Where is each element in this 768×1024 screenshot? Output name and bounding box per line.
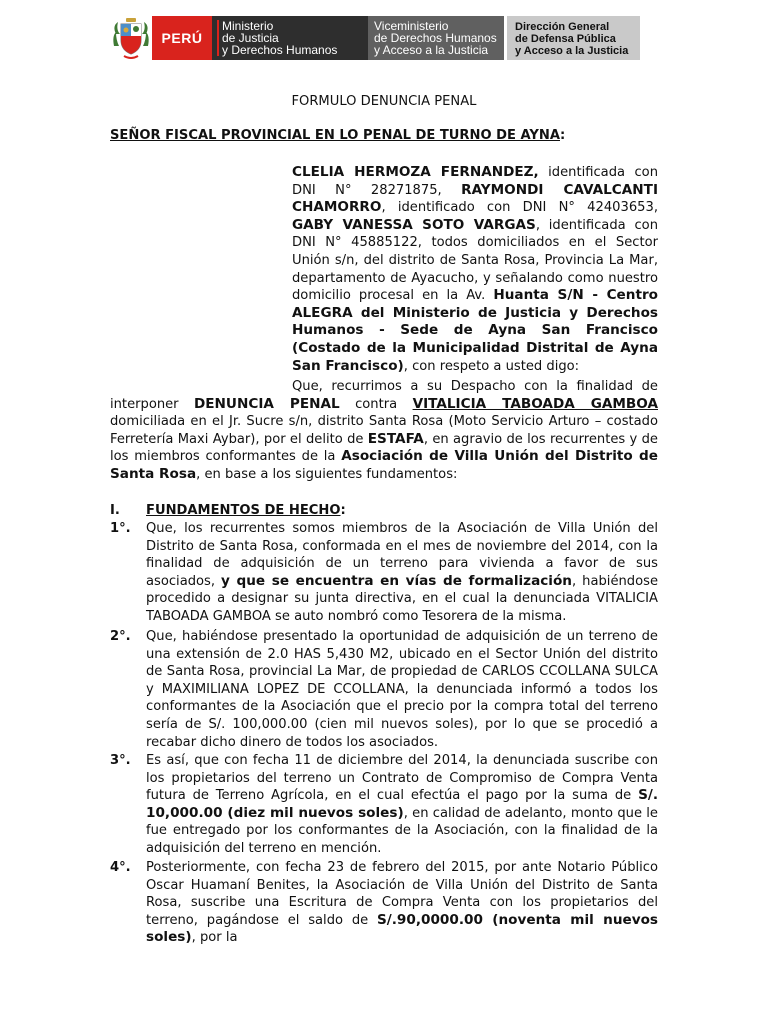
fact-text-run: Que, habiéndose presentado la oportunidad de adquisición de un terreno de una extensión de 2.0 HAS 5,430 M2, ubicado en el Sector Unión del distrito de Santa Rosa, provincial La Mar, de propiedad de CARLOS CCOLLANA SULCA y MAXIMILIANA LOPEZ DE CCOLLANA, la denunciada informó a todos los conformantes de la Asociación que el precio por la compra total del terreno sería de S/. 100,000.00 (cien mil nuevos soles), por lo que se procedió a recabar dicho dinero de todos los asociados. bbox=[146, 629, 658, 750]
que-text: , en base a los siguientes fundamentos: bbox=[196, 466, 458, 482]
fact-text-run: , habiéndose procedido a designar su junta directiva, en el cual la denunciada VITALICIA TABOADA GAMBOA se auto nombró como Tesorera de la misma. bbox=[146, 573, 658, 624]
ministerio-box bbox=[212, 16, 368, 60]
complaint-paragraph bbox=[110, 378, 658, 484]
section-colon: : bbox=[340, 503, 346, 518]
intro-text: identificada con DNI N° 28271875, bbox=[292, 165, 658, 198]
fact-text bbox=[146, 520, 658, 626]
fact-text-bold: y que se encuentra en vías de formalización bbox=[221, 572, 572, 589]
addressee-colon: : bbox=[560, 128, 566, 143]
crime-name: ESTAFA bbox=[367, 430, 424, 447]
ministerio-line: de Justicia bbox=[222, 31, 279, 45]
ministerio-separator bbox=[217, 20, 219, 56]
association-name: Asociación de Villa Unión del Distrito de Santa Rosa bbox=[110, 448, 658, 482]
complaint-type: DENUNCIA PENAL bbox=[193, 395, 340, 412]
ministerio-line: Ministerio bbox=[222, 19, 274, 33]
que-text: Que, recurrimos a su Despacho con la finalidad de interponer bbox=[110, 379, 658, 412]
fact-text-run: , por la bbox=[191, 930, 238, 946]
peru-label: PERÚ bbox=[152, 16, 212, 60]
addressee bbox=[110, 127, 565, 145]
complainant-name: GABY VANESSA SOTO VARGAS bbox=[292, 216, 536, 233]
fact-text-run: Es así, que con fecha 11 de diciembre del 2014, la denunciada suscribe con los propietarios del terreno un Contrato de Compromiso de Compra Venta futura de Terreno Agrícola, en el cual efectúa el pago por la suma de bbox=[146, 753, 658, 804]
fact-text-run: Posteriormente, con fecha 23 de febrero del 2015, por ante Notario Público Oscar Huamaní Benites, la Asociación de Villa Unión del Distrito de Santa Rosa, suscribe una Escritura de Compra Venta con los propietarios del terreno, pagándose el saldo de bbox=[146, 860, 658, 928]
viceministerio-line: y Acceso a la Justicia bbox=[374, 43, 489, 57]
peru-coat-of-arms-icon bbox=[110, 16, 152, 60]
fact-number: 1°. bbox=[110, 521, 131, 536]
section-number: I. bbox=[110, 503, 120, 518]
fact-text bbox=[146, 628, 658, 751]
complainant-name: CLELIA HERMOZA FERNANDEZ, bbox=[292, 164, 539, 180]
viceministerio-line: de Derechos Humanos bbox=[374, 31, 497, 45]
document-title: FORMULO DENUNCIA PENAL bbox=[291, 94, 477, 109]
intro-text: , con respeto a usted digo: bbox=[403, 358, 580, 374]
addressee-text: SEÑOR FISCAL PROVINCIAL EN LO PENAL DE TURNO DE AYNA bbox=[110, 128, 560, 143]
que-text: , en agravio de los recurrentes y de los miembros conformantes de la bbox=[110, 431, 658, 465]
fact-text-bold: S/. 10,000.00 (diez mil nuevos soles) bbox=[146, 787, 658, 821]
direccion-box bbox=[507, 16, 640, 60]
fact-text bbox=[146, 752, 658, 858]
defendant-name: VITALICIA TABOADA GAMBOA bbox=[412, 395, 659, 412]
section-label bbox=[146, 502, 346, 520]
fact-text-bold: S/.90,0000.00 (noventa mil nuevos soles) bbox=[146, 911, 659, 946]
complainant-name: RAYMONDI CAVALCANTI CHAMORRO bbox=[292, 181, 658, 216]
direccion-line: de Defensa Pública bbox=[515, 33, 616, 45]
fact-text-run: , en calidad de adelanto, monto que le fue entregado por los conformantes de la Asociación, con la finalidad de la adquisición del terreno en mención. bbox=[146, 805, 658, 856]
intro-text: , identificada con DNI N° 45885122, todos domiciliados en el Sector Unión s/n, del distrito de Santa Rosa, Provincia La Mar, departamento de Ayacucho, y señalando como nuestro domicilio procesal en la Av. bbox=[292, 217, 658, 304]
fact-text-run: Que, los recurrentes somos miembros de la Asociación de Villa Unión del Distrito de Santa Rosa, conformada en el mes de noviembre del 2014, con la finalidad de adquisición de un terreno para vivienda a favor de sus asociados, bbox=[146, 521, 658, 589]
section-label-text: FUNDAMENTOS DE HECHO bbox=[146, 503, 341, 518]
institutional-banner bbox=[110, 16, 640, 60]
fact-number: 3°. bbox=[110, 753, 131, 768]
fact-text bbox=[146, 859, 658, 947]
procedural-address: Huanta S/N - Centro ALEGRA del Ministerio de Justicia y Derechos Humanos - Sede de Ayna San Francisco (Costado de la Municipalidad Distrital de Ayna San Francisco) bbox=[292, 287, 658, 374]
viceministerio-line: Viceministerio bbox=[374, 19, 449, 33]
que-text: domiciliada en el Jr. Sucre s/n, distrito Santa Rosa (Moto Servicio Arturo – costado Ferretería Maxi Aybar), por el delito de bbox=[110, 414, 658, 447]
fact-number: 4°. bbox=[110, 860, 131, 875]
fact-number: 2°. bbox=[110, 629, 131, 644]
intro-text: , identificado con DNI N° 42403653, bbox=[381, 200, 658, 216]
direccion-line: Dirección General bbox=[515, 21, 610, 33]
ministerio-line: y Derechos Humanos bbox=[222, 43, 338, 57]
complainants-paragraph bbox=[292, 164, 658, 375]
que-text: contra bbox=[339, 396, 413, 412]
direccion-line: y Acceso a la Justicia bbox=[515, 45, 629, 57]
viceministerio-box bbox=[368, 16, 504, 60]
